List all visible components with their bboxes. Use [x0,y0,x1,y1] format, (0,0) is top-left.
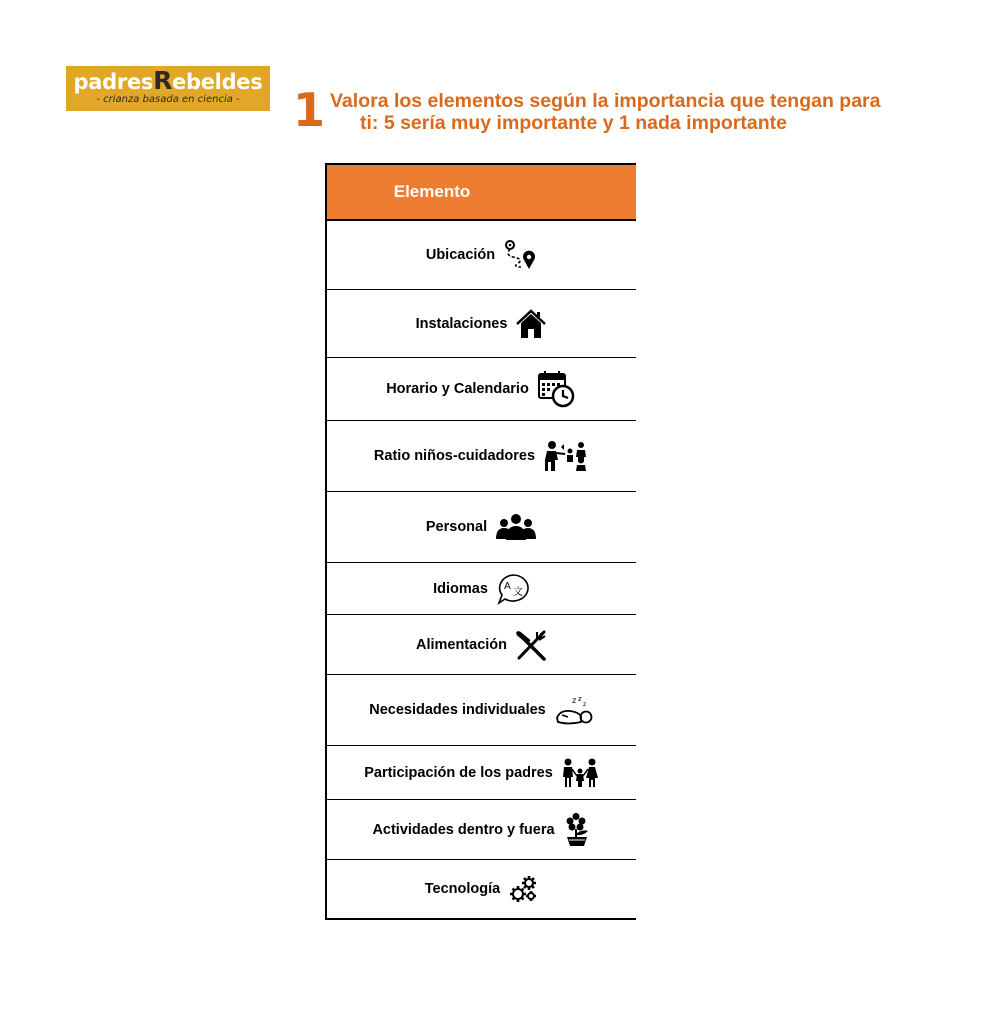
gears-icon [508,874,538,904]
row-label: Tecnología [424,881,501,897]
sleeping-baby-icon [554,694,594,726]
svg-text:z: z [571,696,576,705]
row-label: Ubicación [425,247,496,263]
step-number: 1 [293,83,326,137]
svg-text:文: 文 [512,586,523,598]
table-row [327,421,636,492]
house-icon [515,309,547,339]
page-heading [322,90,881,134]
table-row [327,860,636,918]
logo [66,66,270,111]
translate-icon [496,573,530,605]
table-row [327,563,636,615]
table-row [327,492,636,563]
row-label: Participación de los padres [364,764,553,781]
row-label: Necesidades individuales [369,702,546,718]
location-route-icon [503,239,537,271]
table-row [327,800,636,860]
people-group-icon [495,513,537,541]
table-row [327,358,636,421]
row-label: Alimentación [415,636,508,653]
heading-line-2: ti: 5 sería muy importante y 1 nada importante [360,112,787,134]
row-label: Actividades dentro y fuera [372,821,555,838]
svg-text:z: z [582,701,586,708]
row-label: Instalaciones [415,315,508,332]
elements-table [325,163,636,920]
row-label: Idiomas [433,580,488,597]
table-row [327,675,636,746]
table-header [327,165,636,221]
fork-knife-icon [515,630,547,660]
flower-pot-icon [563,813,591,847]
heading-line-1: Valora los elementos según la importancia que tengan para [330,90,881,112]
caregiver-children-icon [543,440,589,472]
row-label: Ratio niños-cuidadores [373,448,536,464]
table-row [327,290,636,358]
table-row [327,746,636,800]
family-icon [561,758,599,788]
svg-text:z: z [577,695,582,703]
row-label: Horario y Calendario [386,381,529,397]
table-row [327,221,636,290]
table-row [327,615,636,675]
logo-name: padresRebeldes [73,66,263,95]
row-label: Personal [425,519,488,535]
svg-text:A: A [503,580,511,592]
logo-tagline: - crianza basada en ciencia - [96,94,240,105]
column-header-elemento: Elemento [393,182,471,201]
calendar-clock-icon [537,369,577,409]
